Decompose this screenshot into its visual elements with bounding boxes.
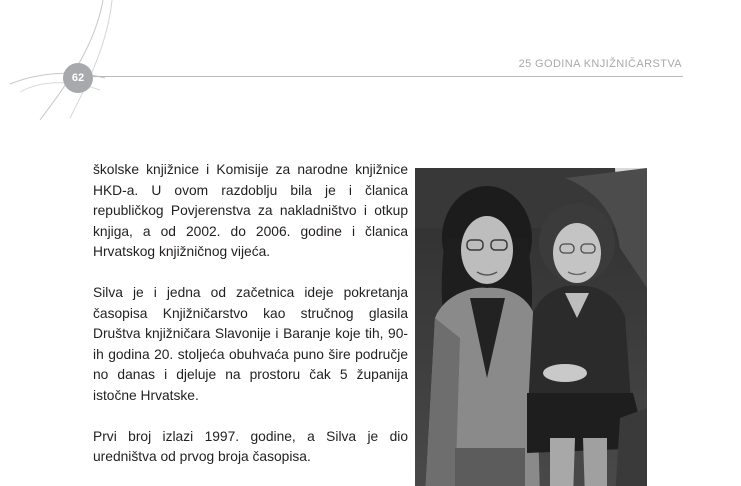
paragraph: školske knjižnice i Komisije za narodne knjižnice HKD-a. U ovom razdoblju bila je i članica republičkog Povjerenstva za nakladništvo i otkup knjiga, a od 2002. do 2006. godine i članica Hrvatskog knjižničnog vijeća. bbox=[93, 162, 408, 259]
photo-illustration bbox=[415, 168, 647, 486]
running-header-title: 25 GODINA KNJIŽNIČARSTVA bbox=[518, 58, 682, 70]
header-rule bbox=[93, 76, 683, 77]
photo-of-two-women bbox=[415, 168, 647, 486]
paragraph: Prvi broj izlazi 1997. godine, a Silva je dio uredništva od prvog broja časopisa. bbox=[93, 428, 408, 464]
paragraph: Silva je i jedna od začetnica ideje pokretanja časopisa Knjižničarstvo kao stručnog glasila Društva knjižničara Slavonije i Baranje koje tih, 90-ih godina 20. stoljeća obuhvaća puno šire područje no danas i djeluje na prostoru čak 5 županija istočne Hrvatske. bbox=[93, 285, 408, 403]
body-text-column bbox=[93, 160, 408, 486]
page-number-badge: 62 bbox=[63, 63, 93, 93]
